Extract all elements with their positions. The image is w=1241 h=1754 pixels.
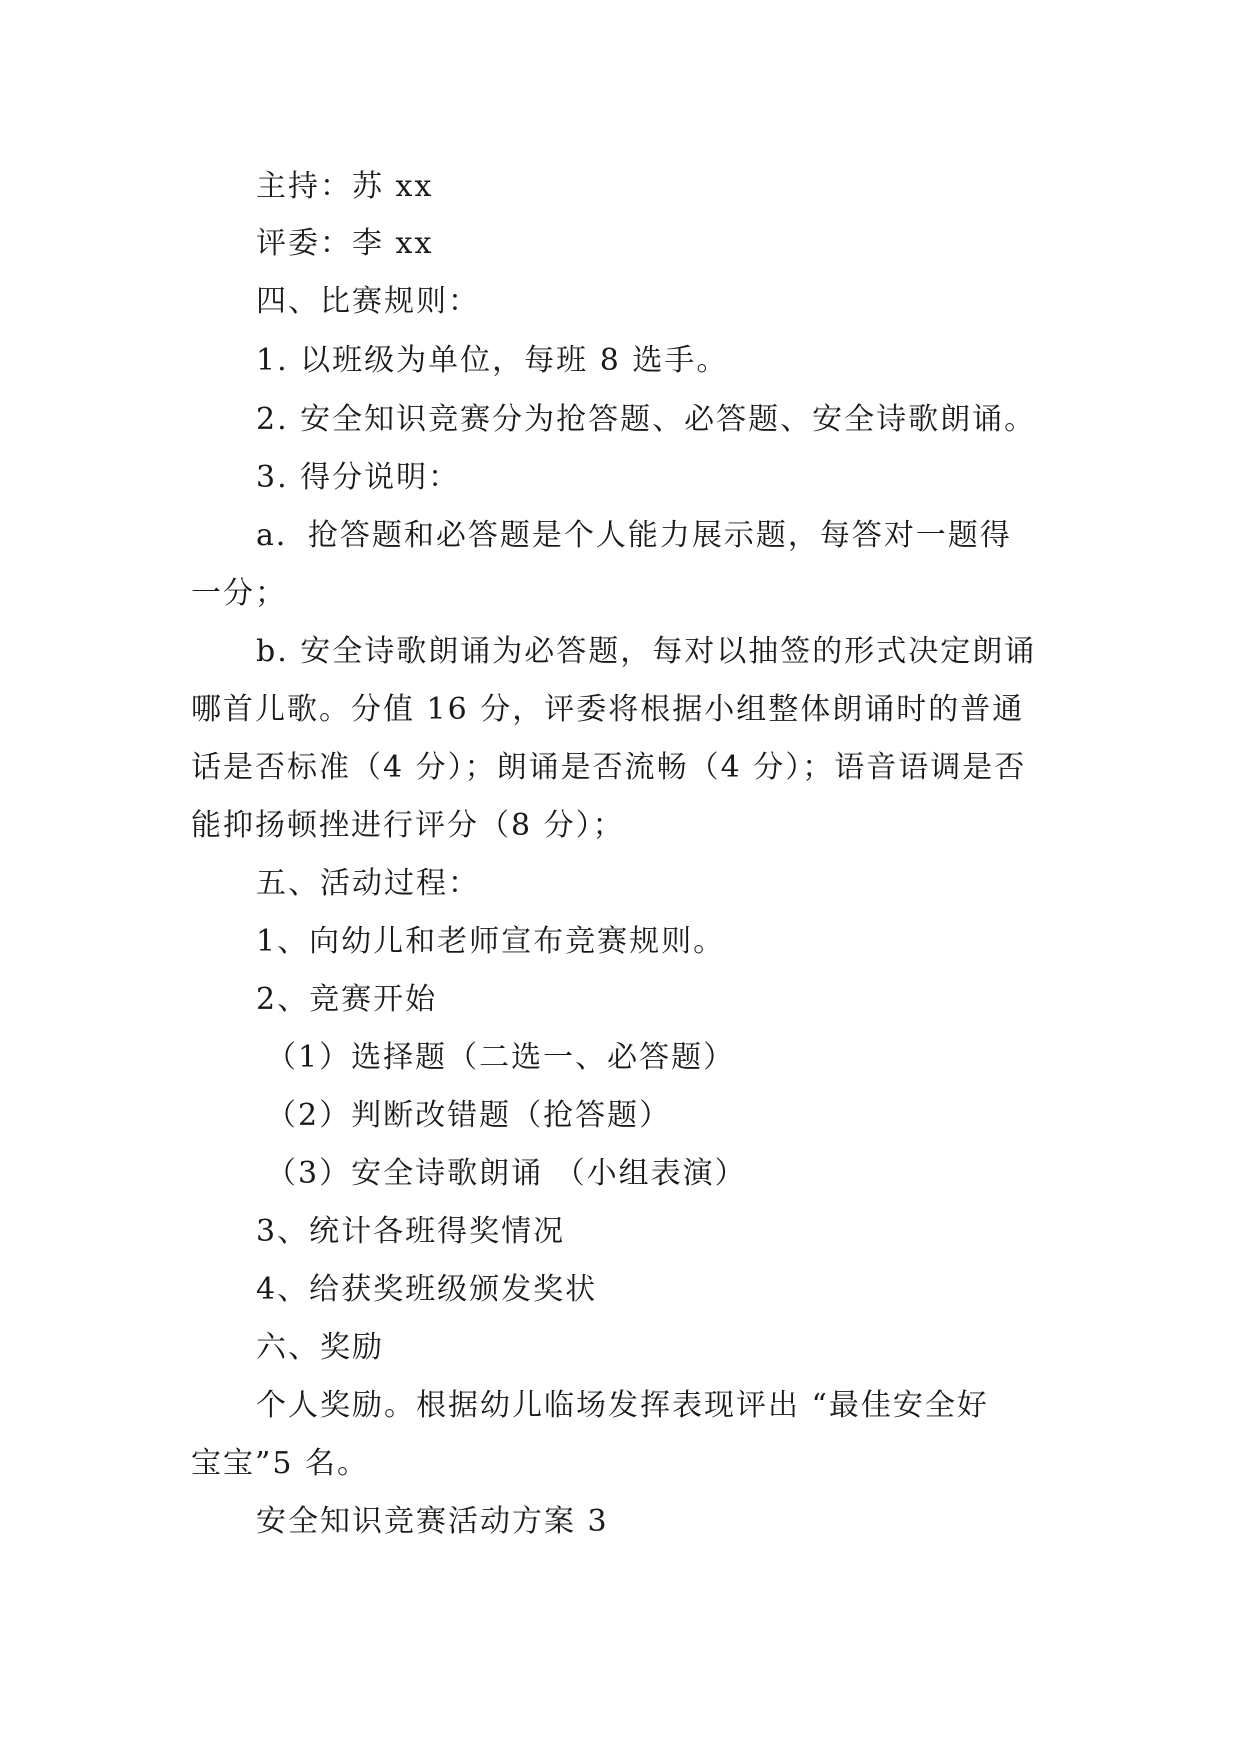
scoring-a-line-1: a．抢答题和必答题是个人能力展示题，每答对一题得: [256, 518, 1012, 553]
next-plan-title: 安全知识竞赛活动方案 3: [256, 1504, 609, 1539]
scoring-a-line-2: 一分；: [191, 576, 287, 611]
process-item-3: 3、统计各班得奖情况: [256, 1214, 566, 1249]
process-item-4: 4、给获奖班级颁发奖状: [256, 1272, 598, 1307]
process-item-2: 2、竞赛开始: [256, 982, 438, 1017]
rule-item-2: 2. 安全知识竞赛分为抢答题、必答题、安全诗歌朗诵。: [256, 402, 1037, 437]
rule-item-1: 1. 以班级为单位，每班 8 选手。: [256, 343, 729, 378]
host-line: 主持：苏 xx: [256, 169, 434, 204]
rule-item-3: 3. 得分说明：: [256, 460, 461, 495]
award-line-2: 宝宝”5 名。: [191, 1446, 369, 1481]
process-item-1: 1、向幼儿和老师宣布竞赛规则。: [256, 924, 726, 959]
process-subitem-2: （2）判断改错题（抢答题）: [266, 1098, 672, 1133]
section-heading-rules: 四、比赛规则：: [256, 284, 480, 319]
scoring-b-line-1: b. 安全诗歌朗诵为必答题，每对以抽签的形式决定朗诵: [256, 634, 1037, 669]
judge-line: 评委：李 xx: [256, 226, 434, 261]
section-heading-process: 五、活动过程：: [256, 866, 480, 901]
scoring-b-line-2: 哪首儿歌。分值 16 分，评委将根据小组整体朗诵时的普通: [191, 692, 1025, 727]
scoring-b-line-4: 能抑扬顿挫进行评分（8 分）；: [191, 808, 625, 843]
process-subitem-1: （1）选择题（二选一、必答题）: [266, 1040, 736, 1075]
process-subitem-3: （3）安全诗歌朗诵 （小组表演）: [266, 1156, 747, 1191]
section-heading-awards: 六、奖励: [256, 1330, 384, 1365]
award-line-1: 个人奖励。根据幼儿临场发挥表现评出 “最佳安全好: [256, 1388, 989, 1423]
scoring-b-line-3: 话是否标准（4 分）；朗诵是否流畅（4 分）；语音语调是否: [191, 750, 1027, 785]
